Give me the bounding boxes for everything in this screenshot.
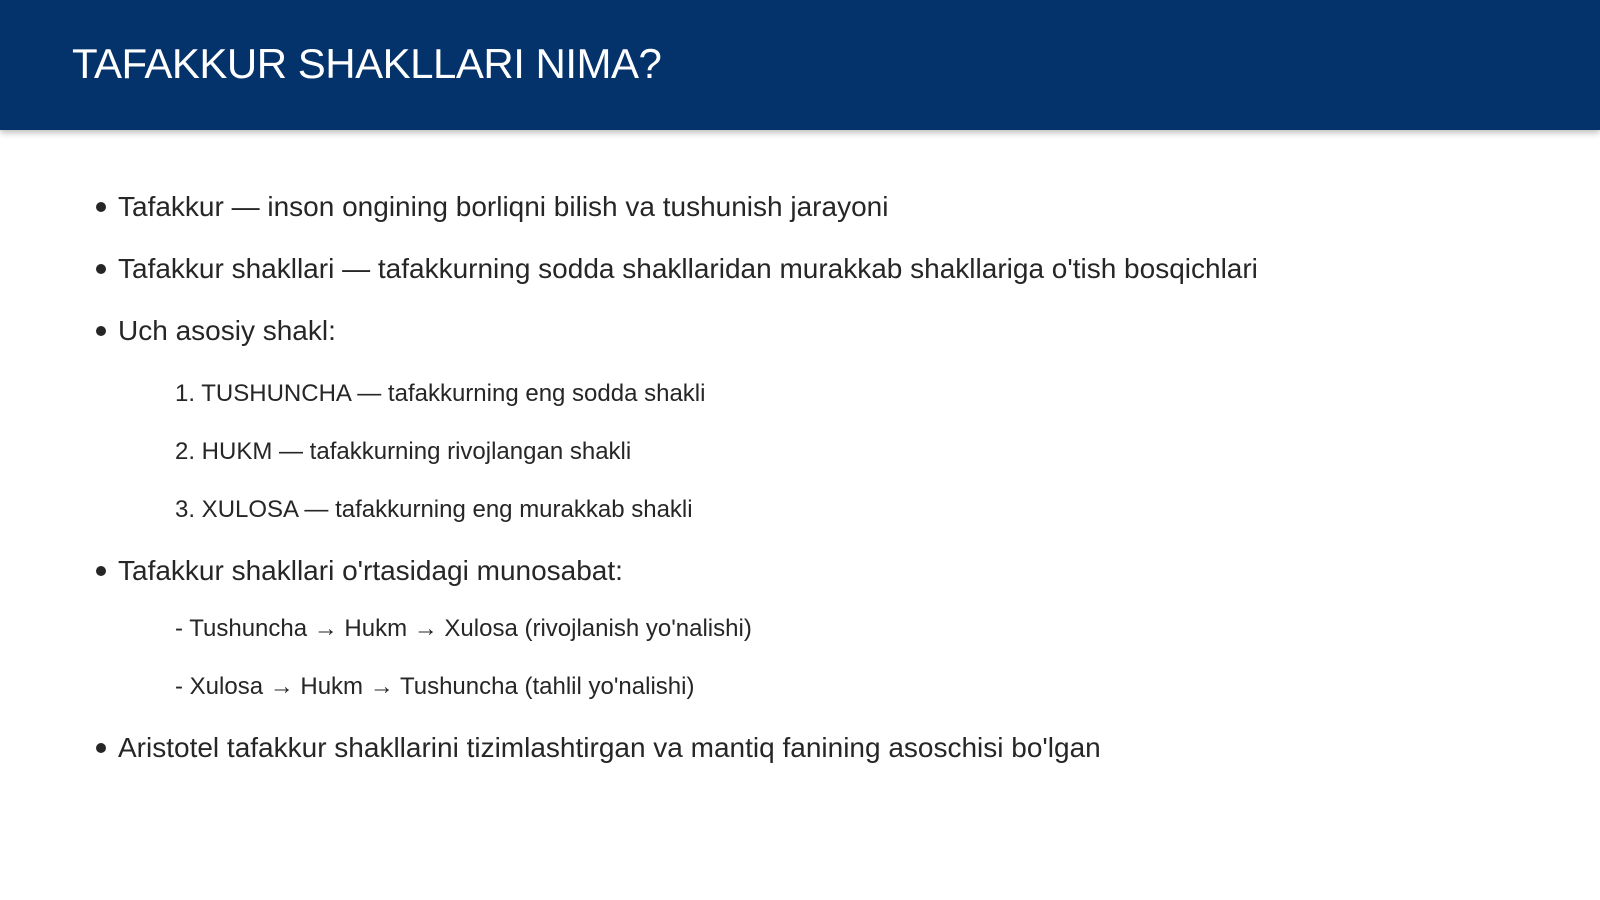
- bullet-item: [96, 189, 888, 225]
- slide-title: TAFAKKUR SHAKLLARI NIMA?: [72, 40, 662, 87]
- bullet-text: Aristotel tafakkur shakllarini tizimlashtirgan va mantiq fanining asoschisi bo'lgan: [118, 732, 1101, 763]
- bullet-text: Tafakkur shakllari o'rtasidagi munosabat:: [118, 555, 623, 586]
- bullet-item: [96, 553, 623, 589]
- bullet-item: [96, 251, 1258, 287]
- bullet-text: Tafakkur — inson ongining borliqni bilish va tushunish jarayoni: [118, 191, 889, 222]
- form-item-tushuncha: 1. TUSHUNCHA — tafakkurning eng sodda shakli: [175, 380, 706, 407]
- bullet-dot-icon: [96, 202, 106, 212]
- relation-item-development: - Tushuncha → Hukm → Xulosa (rivojlanish yo'nalishi): [175, 615, 752, 642]
- relation-item-analysis: - Xulosa → Hukm → Tushuncha (tahlil yo'nalishi): [175, 673, 695, 700]
- form-item-xulosa: 3. XULOSA — tafakkurning eng murakkab shakli: [175, 496, 693, 523]
- bullet-text: Tafakkur shakllari — tafakkurning sodda shakllaridan murakkab shakllariga o'tish bosqichlari: [118, 253, 1258, 284]
- bullet-text: Uch asosiy shakl:: [118, 315, 336, 346]
- bullet-dot-icon: [96, 264, 106, 274]
- bullet-dot-icon: [96, 743, 106, 753]
- form-item-hukm: 2. HUKM — tafakkurning rivojlangan shakli: [175, 438, 632, 465]
- bullet-dot-icon: [96, 566, 106, 576]
- bullet-item: [96, 313, 336, 349]
- bullet-item: [96, 730, 1101, 766]
- bullet-dot-icon: [96, 326, 106, 336]
